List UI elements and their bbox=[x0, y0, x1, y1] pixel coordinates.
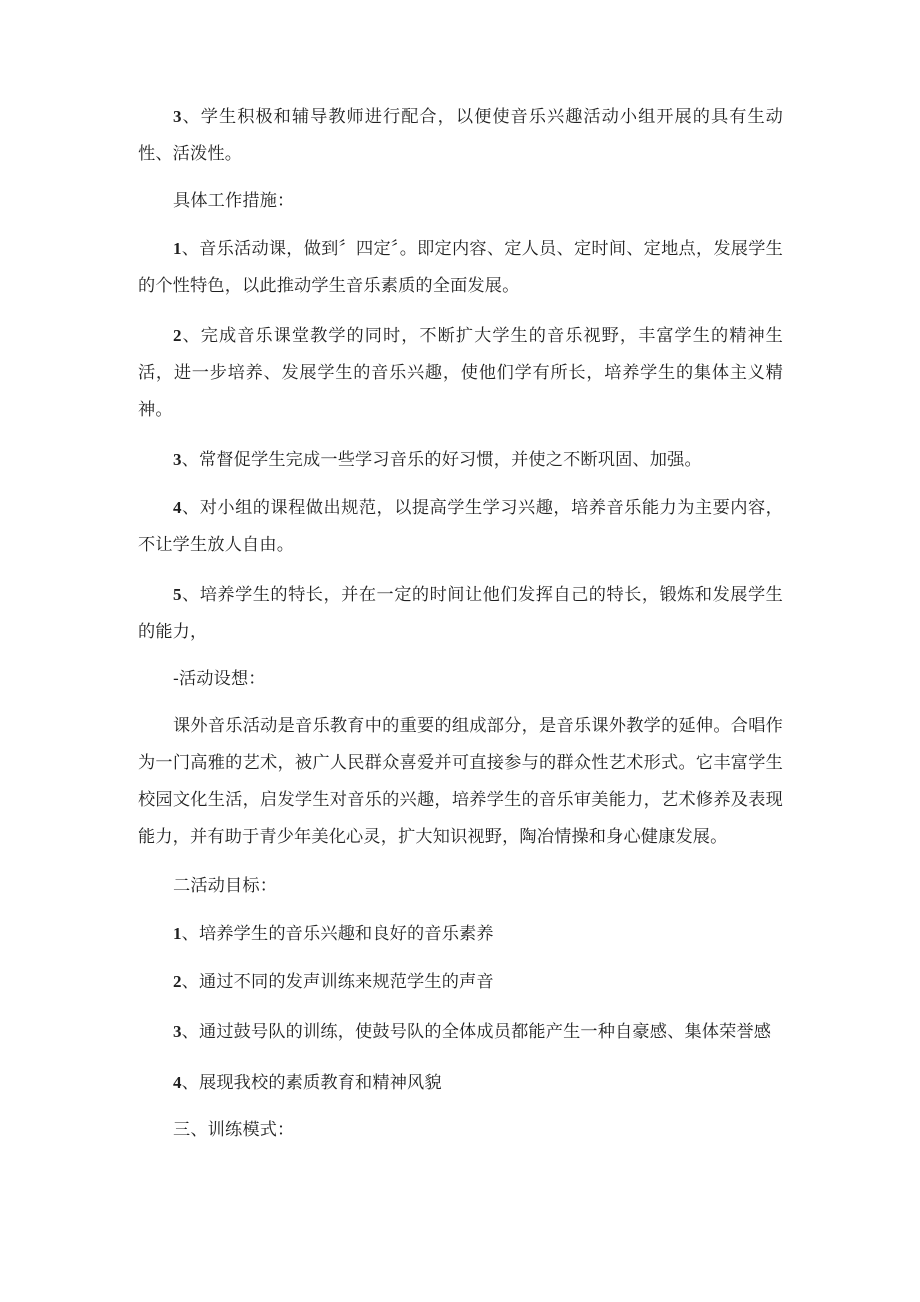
item-number: 1 bbox=[173, 924, 182, 943]
heading-specific-measures bbox=[138, 183, 783, 220]
paragraph-measure-2 bbox=[138, 317, 783, 429]
paragraph-text: 、通过不同的发声训练来规范学生的声音 bbox=[181, 972, 494, 992]
item-number: 3 bbox=[173, 107, 182, 126]
item-number: 1 bbox=[173, 239, 182, 258]
item-number: 5 bbox=[173, 585, 182, 604]
paragraph-text: 二活动目标： bbox=[173, 876, 278, 896]
paragraph-goal-2 bbox=[138, 963, 783, 1001]
paragraph-text: 具体工作措施： bbox=[173, 191, 295, 211]
paragraph-activity-concept bbox=[138, 708, 783, 856]
document-body bbox=[138, 98, 783, 1149]
item-number: 4 bbox=[173, 1073, 182, 1092]
paragraph-student-cooperation bbox=[138, 98, 783, 173]
paragraph-text: 、培养学生的音乐兴趣和良好的音乐素养 bbox=[181, 924, 494, 944]
item-number: 4 bbox=[173, 498, 182, 517]
paragraph-text: 、展现我校的素质教育和精神风貌 bbox=[181, 1073, 442, 1093]
item-number: 2 bbox=[173, 326, 182, 345]
paragraph-measure-5 bbox=[138, 576, 783, 651]
paragraph-goal-3 bbox=[138, 1013, 783, 1051]
paragraph-text: 三、训练模式： bbox=[173, 1120, 295, 1140]
paragraph-text: 课外音乐活动是音乐教育中的重要的组成部分，是音乐课外教学的延伸。合唱作为一门高雅的艺术，被广人民群众喜爱并可直接参与的群众性艺术形式。它丰富学生校园文化生活，启发学生对音乐的兴趣，培养学生的音乐审美能力，艺术修养及表现能力，并有助于青少年美化心灵，扩大知识视野，陶冶情操和身心健康发展。 bbox=[138, 716, 783, 847]
paragraph-text: 、学生积极和辅导教师进行配合，以便使音乐兴趣活动小组开展的具有生动性、活泼性。 bbox=[138, 107, 783, 164]
paragraph-text: 、音乐活动课，做到〞四定〞。即定内容、定人员、定时间、定地点，发展学生的个性特色，以此推动学生音乐素质的全面发展。 bbox=[138, 239, 783, 296]
item-number: 3 bbox=[173, 1022, 182, 1041]
paragraph-measure-1 bbox=[138, 230, 783, 305]
item-number: 3 bbox=[173, 450, 182, 469]
item-number: 2 bbox=[173, 972, 182, 991]
heading-training-mode bbox=[138, 1112, 783, 1149]
paragraph-text: -活动设想： bbox=[173, 669, 266, 689]
paragraph-measure-3 bbox=[138, 441, 783, 479]
paragraph-text: 、培养学生的特长，并在一定的时间让他们发挥自己的特长，锻炼和发展学生的能力， bbox=[138, 585, 783, 642]
heading-activity-goals bbox=[138, 868, 783, 905]
paragraph-text: 、对小组的课程做出规范，以提高学生学习兴趣，培养音乐能力为主要内容，不让学生放人自由。 bbox=[138, 498, 783, 555]
paragraph-goal-4 bbox=[138, 1064, 783, 1102]
paragraph-text: 、完成音乐课堂教学的同时，不断扩大学生的音乐视野，丰富学生的精神生活，进一步培养、发展学生的音乐兴趣，使他们学有所长，培养学生的集体主义精神。 bbox=[138, 326, 783, 420]
paragraph-text: 、常督促学生完成一些学习音乐的好习惯，并使之不断巩固、加强。 bbox=[181, 450, 702, 470]
paragraph-measure-4 bbox=[138, 489, 783, 564]
paragraph-goal-1 bbox=[138, 915, 783, 953]
heading-activity-concept bbox=[138, 661, 783, 698]
paragraph-text: 、通过鼓号队的训练，使鼓号队的全体成员都能产生一种自豪感、集体荣誉感 bbox=[181, 1022, 772, 1042]
